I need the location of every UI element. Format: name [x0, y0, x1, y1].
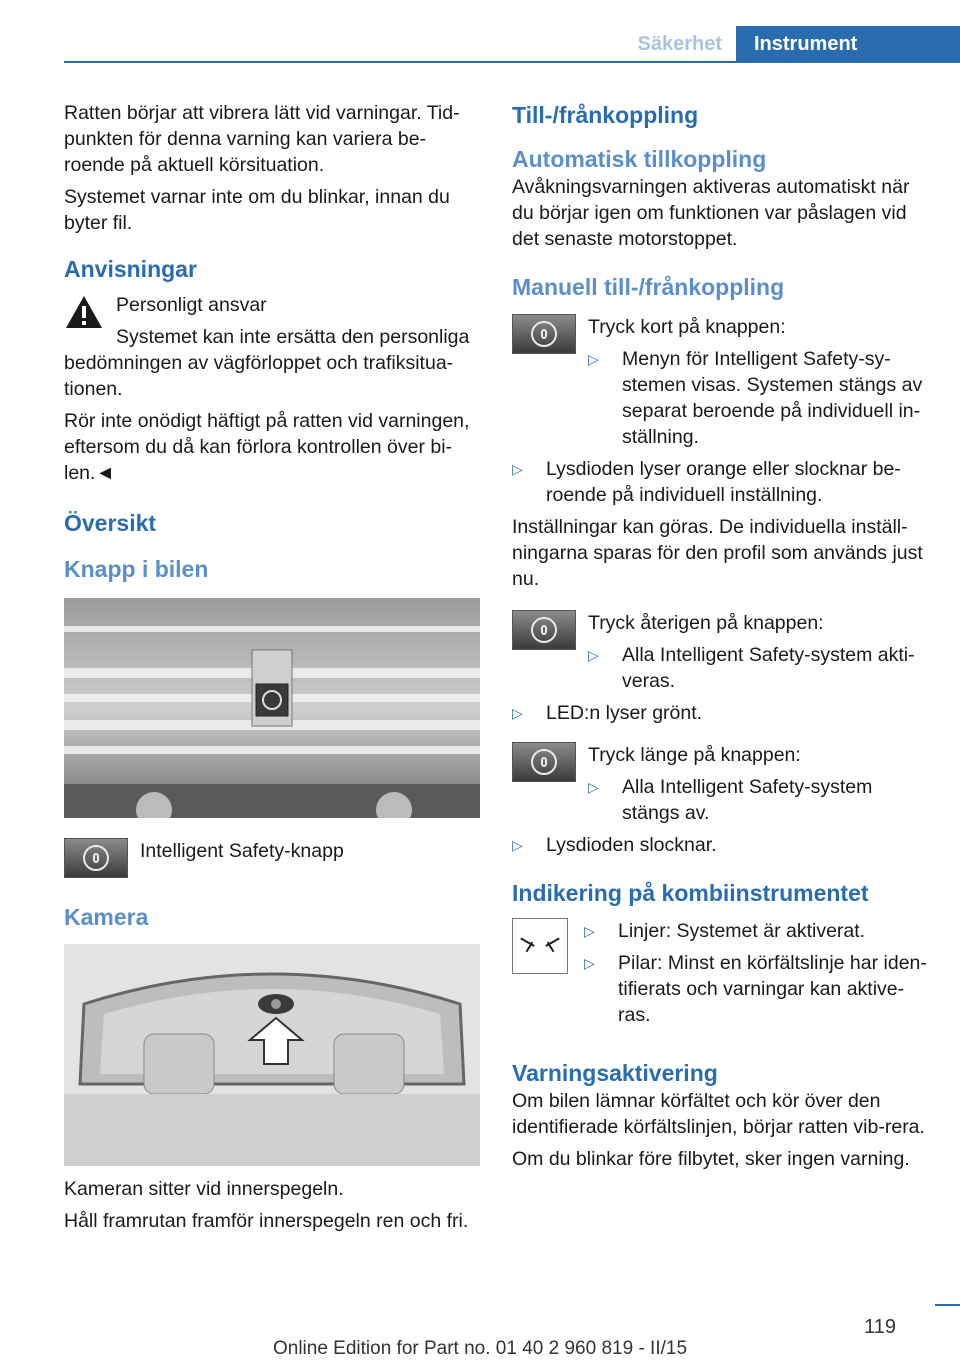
button-caption: Intelligent Safety-knapp [140, 840, 344, 862]
heading-manuell: Manuell till-/frånkoppling [512, 274, 785, 300]
heading-varningsaktivering: Varningsaktivering [512, 1060, 718, 1086]
heading-automatisk-tillkoppling: Automatisk tillkoppling [512, 146, 767, 172]
triangle-bullet-icon: ▷ [588, 647, 599, 663]
list-item: ▷ Pilar: Minst en körfältslinje har iden-tifierats och varningar kan aktive-ras. [584, 952, 927, 1026]
indicator-row [512, 918, 932, 1034]
varning-paragraph-2: Om du blinkar före filbytet, sker ingen varning. [512, 1148, 910, 1170]
list-item: ▷ Lysdioden slocknar. [512, 834, 717, 856]
list-item: ▷ LED:n lyser grönt. [512, 702, 703, 724]
heading-oversikt: Översikt [64, 510, 157, 536]
heading-knapp-i-bilen: Knapp i bilen [64, 556, 209, 582]
triangle-bullet-icon: ▷ [512, 461, 523, 477]
left-column [64, 100, 482, 1240]
list-item: ▷ Menyn för Intelligent Safety-sy-stemen visas. Systemen stängs av separat beroende på individuell in-ställning. [588, 348, 923, 448]
list-item: ▷ Linjer: Systemet är aktiverat. [584, 920, 866, 942]
settings-paragraph: Inställningar kan göras. De individuella inställ-ningarna sparas för den profil som används just nu. [512, 516, 923, 590]
warning-title: Personligt ansvar [116, 294, 267, 316]
intelligent-safety-button-icon [64, 838, 128, 878]
section-tab[interactable]: Säkerhet [637, 33, 722, 55]
intro-paragraph-2: Systemet varnar inte om du blinkar, innan du byter fil. [64, 186, 450, 234]
warning-text: Systemet kan inte ersätta den personliga bedömningen av vägförloppet och trafiksitua-tionen. [64, 326, 470, 400]
again-press-after-list [512, 700, 932, 726]
warning-triangle-icon [64, 294, 104, 330]
triangle-bullet-icon: ▷ [588, 779, 599, 795]
camera-paragraph-1: Kameran sitter vid innerspegeln. [64, 1178, 344, 1200]
chapter-tab[interactable]: Instrument [736, 26, 960, 62]
again-press-list [588, 642, 932, 694]
long-press-list [588, 774, 932, 826]
triangle-bullet-icon: ▷ [584, 955, 595, 971]
intelligent-safety-button-icon [512, 314, 576, 354]
heading-till-frankoppling: Till-/frånkoppling [512, 102, 699, 128]
again-press-row [512, 610, 932, 700]
heading-indikering: Indikering på kombiinstrumentet [512, 880, 869, 906]
page-header [0, 0, 960, 62]
triangle-bullet-icon: ▷ [512, 837, 523, 853]
dashboard-button-photo [64, 598, 480, 818]
triangle-bullet-icon: ▷ [584, 923, 595, 939]
intelligent-safety-button-icon [512, 610, 576, 650]
intelligent-safety-button-icon [512, 742, 576, 782]
indicator-list [584, 918, 932, 1034]
lane-indicator-icon [512, 918, 568, 974]
long-press-label: Tryck länge på knappen: [588, 744, 801, 766]
heading-anvisningar: Anvisningar [64, 256, 197, 282]
again-press-label: Tryck återigen på knappen: [588, 612, 824, 634]
short-press-after-list [512, 456, 932, 508]
triangle-bullet-icon: ▷ [512, 705, 523, 721]
header-rule [64, 61, 960, 63]
edition-footer: Online Edition for Part no. 01 40 2 960 819 - II/15 [272, 1338, 688, 1359]
warning-block [64, 292, 482, 318]
long-press-after-list [512, 832, 932, 858]
short-press-list [588, 346, 932, 450]
warning-paragraph-2: Rör inte onödigt häftigt på ratten vid varningen, eftersom du då kan förlora kontrollen över bi-len.◄ [64, 410, 470, 484]
camera-photo [64, 944, 480, 1166]
list-item: ▷ Alla Intelligent Safety-system stängs av. [588, 776, 873, 824]
heading-kamera: Kamera [64, 904, 149, 930]
auto-paragraph: Avåkningsvarningen aktiveras automatiskt när du börjar igen om funktionen var påslagen vid det senaste motorstoppet. [512, 176, 910, 250]
short-press-row [512, 314, 932, 456]
button-caption-row [64, 838, 482, 878]
long-press-row [512, 742, 932, 832]
triangle-bullet-icon: ▷ [588, 351, 599, 367]
camera-paragraph-2: Håll framrutan framför innerspegeln ren och fri. [64, 1210, 469, 1232]
right-column [512, 100, 932, 1178]
footer-rule [935, 1304, 960, 1306]
page-number: 119 [864, 1316, 896, 1338]
intro-paragraph-1: Ratten börjar att vibrera lätt vid varningar. Tid-punkten för denna varning kan variera be-roende på aktuell körsituation. [64, 102, 460, 176]
short-press-label: Tryck kort på knappen: [588, 316, 786, 338]
varning-paragraph-1: Om bilen lämnar körfältet och kör över den identifierade körfältslinjen, börjar ratten vib-rera. [512, 1090, 925, 1138]
list-item: ▷ Alla Intelligent Safety-system akti-veras. [588, 644, 915, 692]
list-item: ▷ Lysdioden lyser orange eller slocknar be-roende på individuell inställning. [512, 458, 901, 506]
